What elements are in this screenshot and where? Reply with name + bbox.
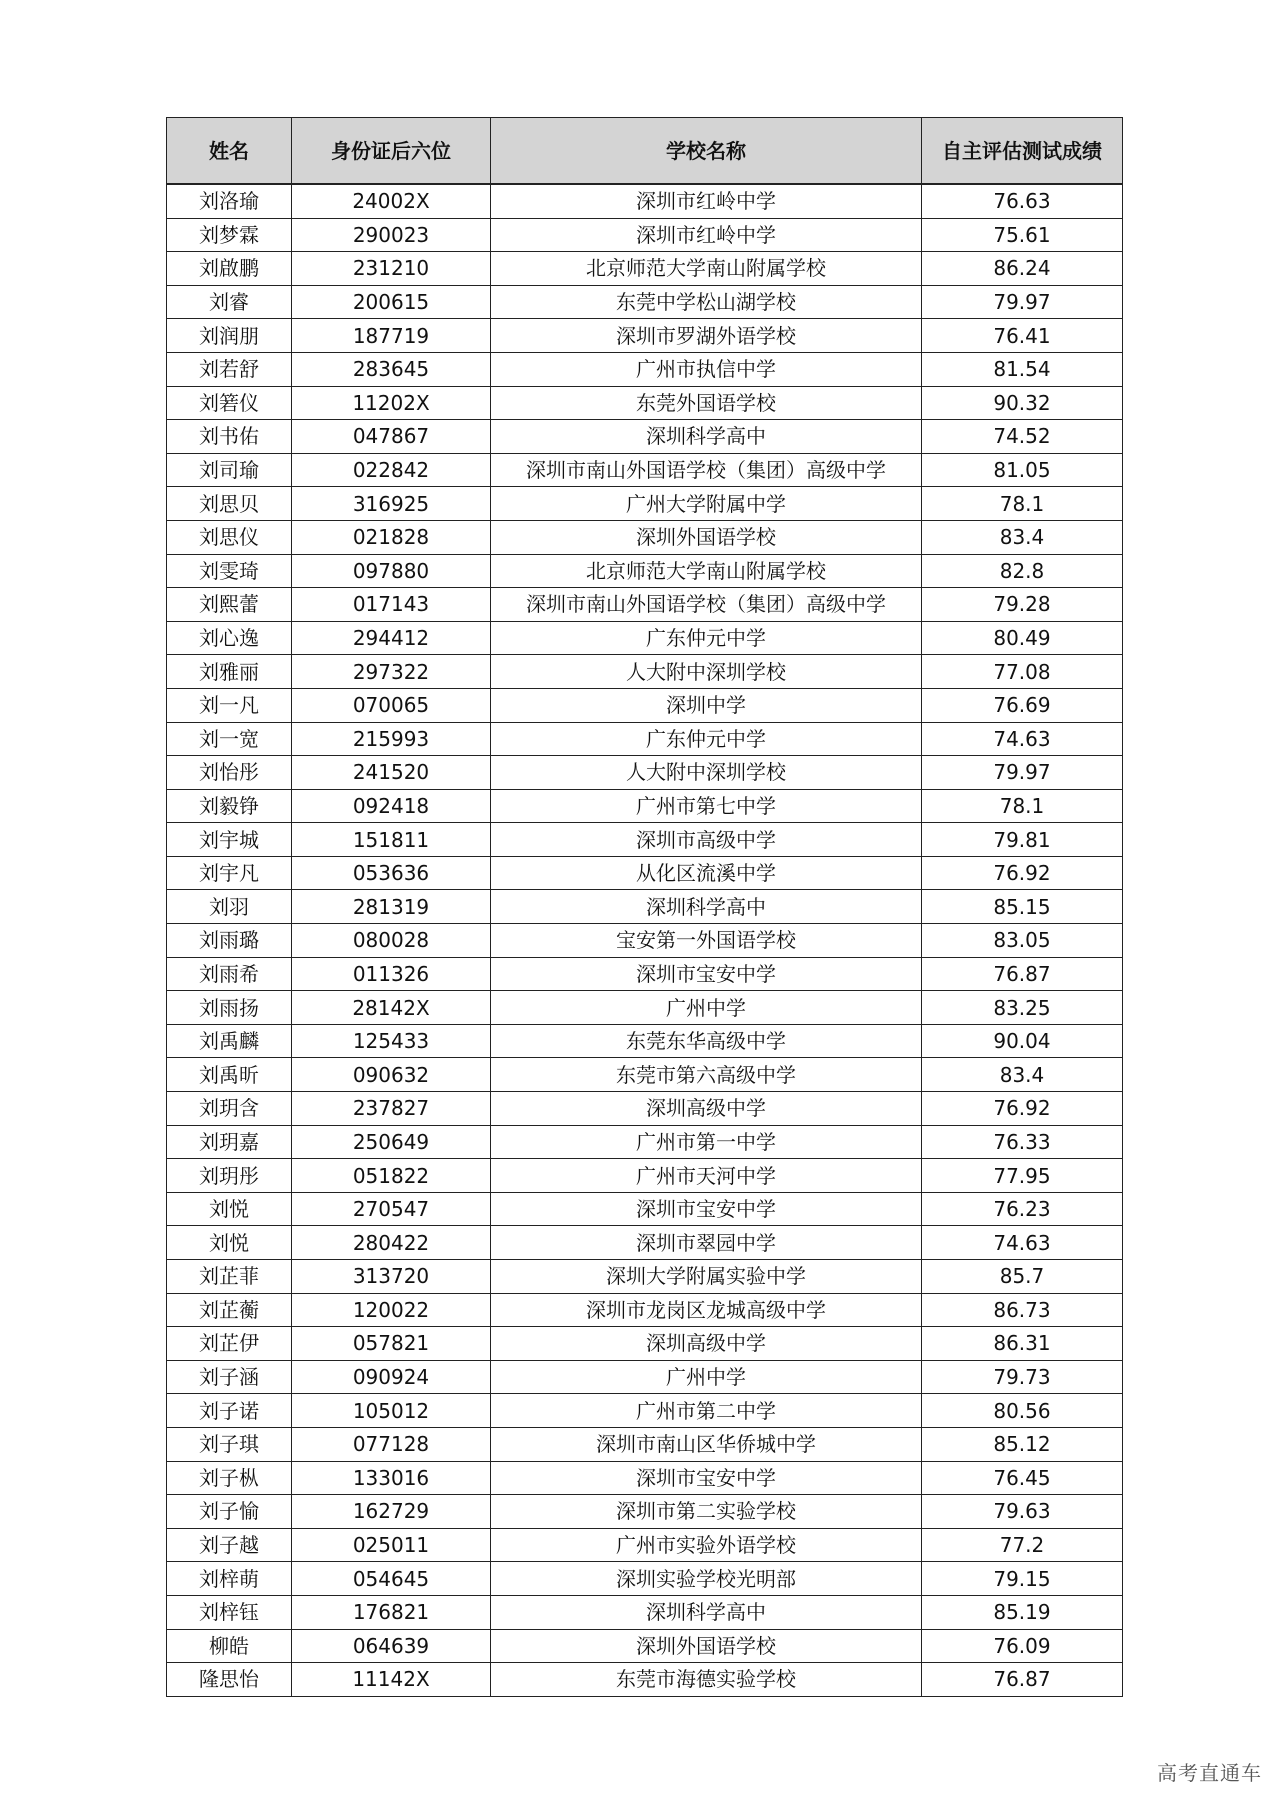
cell-id-last-six: 237827 bbox=[292, 1092, 491, 1126]
cell-id-last-six: 250649 bbox=[292, 1125, 491, 1159]
cell-school-name: 深圳实验学校光明部 bbox=[491, 1562, 922, 1596]
table-row bbox=[167, 1125, 1123, 1159]
table-row bbox=[167, 1260, 1123, 1294]
cell-id-last-six: 187719 bbox=[292, 319, 491, 353]
table-row bbox=[167, 1327, 1123, 1361]
cell-id-last-six: 090924 bbox=[292, 1360, 491, 1394]
cell-school-name: 北京师范大学南山附属学校 bbox=[491, 554, 922, 588]
cell-student-name: 刘雅丽 bbox=[167, 655, 292, 689]
cell-student-name: 刘啟鹏 bbox=[167, 252, 292, 286]
cell-score: 76.92 bbox=[922, 856, 1123, 890]
table-row bbox=[167, 756, 1123, 790]
cell-score: 86.31 bbox=[922, 1327, 1123, 1361]
cell-school-name: 广州市执信中学 bbox=[491, 352, 922, 386]
table-row bbox=[167, 1394, 1123, 1428]
cell-school-name: 广东仲元中学 bbox=[491, 621, 922, 655]
cell-student-name: 柳皓 bbox=[167, 1629, 292, 1663]
cell-id-last-six: 176821 bbox=[292, 1595, 491, 1629]
cell-score: 74.63 bbox=[922, 722, 1123, 756]
table-row bbox=[167, 1024, 1123, 1058]
cell-school-name: 深圳市南山区华侨城中学 bbox=[491, 1427, 922, 1461]
cell-score: 76.87 bbox=[922, 957, 1123, 991]
table-row bbox=[167, 991, 1123, 1025]
cell-id-last-six: 053636 bbox=[292, 856, 491, 890]
cell-id-last-six: 215993 bbox=[292, 722, 491, 756]
cell-id-last-six: 097880 bbox=[292, 554, 491, 588]
cell-school-name: 广州大学附属中学 bbox=[491, 487, 922, 521]
cell-student-name: 刘子涵 bbox=[167, 1360, 292, 1394]
cell-school-name: 深圳高级中学 bbox=[491, 1327, 922, 1361]
cell-score: 76.45 bbox=[922, 1461, 1123, 1495]
cell-student-name: 刘若舒 bbox=[167, 352, 292, 386]
table-row bbox=[167, 1528, 1123, 1562]
cell-school-name: 广州市实验外语学校 bbox=[491, 1528, 922, 1562]
cell-score: 85.12 bbox=[922, 1427, 1123, 1461]
table-row bbox=[167, 520, 1123, 554]
cell-score: 86.73 bbox=[922, 1293, 1123, 1327]
cell-score: 79.97 bbox=[922, 756, 1123, 790]
cell-school-name: 深圳市宝安中学 bbox=[491, 957, 922, 991]
cell-score: 78.1 bbox=[922, 789, 1123, 823]
cell-student-name: 刘雨扬 bbox=[167, 991, 292, 1025]
cell-score: 79.81 bbox=[922, 823, 1123, 857]
cell-student-name: 刘熙蕾 bbox=[167, 588, 292, 622]
cell-student-name: 刘书佑 bbox=[167, 420, 292, 454]
cell-score: 81.05 bbox=[922, 453, 1123, 487]
cell-student-name: 刘玥含 bbox=[167, 1092, 292, 1126]
cell-student-name: 刘毅铮 bbox=[167, 789, 292, 823]
cell-score: 79.28 bbox=[922, 588, 1123, 622]
cell-id-last-six: 057821 bbox=[292, 1327, 491, 1361]
cell-school-name: 深圳市南山外国语学校（集团）高级中学 bbox=[491, 453, 922, 487]
cell-school-name: 深圳市第二实验学校 bbox=[491, 1495, 922, 1529]
table-row bbox=[167, 252, 1123, 286]
cell-id-last-six: 281319 bbox=[292, 890, 491, 924]
cell-school-name: 深圳市红岭中学 bbox=[491, 218, 922, 252]
table-row bbox=[167, 1562, 1123, 1596]
cell-score: 83.4 bbox=[922, 520, 1123, 554]
cell-id-last-six: 297322 bbox=[292, 655, 491, 689]
cell-school-name: 深圳外国语学校 bbox=[491, 1629, 922, 1663]
cell-id-last-six: 316925 bbox=[292, 487, 491, 521]
cell-student-name: 刘芷蘅 bbox=[167, 1293, 292, 1327]
cell-score: 80.56 bbox=[922, 1394, 1123, 1428]
table-row bbox=[167, 420, 1123, 454]
table-row bbox=[167, 823, 1123, 857]
cell-school-name: 深圳大学附属实验中学 bbox=[491, 1260, 922, 1294]
cell-student-name: 刘雨希 bbox=[167, 957, 292, 991]
cell-school-name: 深圳市罗湖外语学校 bbox=[491, 319, 922, 353]
cell-id-last-six: 313720 bbox=[292, 1260, 491, 1294]
cell-id-last-six: 231210 bbox=[292, 252, 491, 286]
table-body bbox=[167, 184, 1123, 1696]
cell-id-last-six: 064639 bbox=[292, 1629, 491, 1663]
cell-id-last-six: 070065 bbox=[292, 688, 491, 722]
cell-school-name: 东莞市第六高级中学 bbox=[491, 1058, 922, 1092]
cell-student-name: 刘梓萌 bbox=[167, 1562, 292, 1596]
cell-student-name: 刘芷菲 bbox=[167, 1260, 292, 1294]
table-row bbox=[167, 789, 1123, 823]
cell-student-name: 刘润朋 bbox=[167, 319, 292, 353]
cell-student-name: 刘梦霖 bbox=[167, 218, 292, 252]
cell-student-name: 刘宇凡 bbox=[167, 856, 292, 890]
cell-school-name: 广州中学 bbox=[491, 991, 922, 1025]
cell-school-name: 深圳科学高中 bbox=[491, 890, 922, 924]
cell-score: 79.97 bbox=[922, 285, 1123, 319]
cell-score: 83.25 bbox=[922, 991, 1123, 1025]
cell-school-name: 深圳市翠园中学 bbox=[491, 1226, 922, 1260]
cell-student-name: 刘子诺 bbox=[167, 1394, 292, 1428]
cell-school-name: 广州市第一中学 bbox=[491, 1125, 922, 1159]
cell-id-last-six: 047867 bbox=[292, 420, 491, 454]
cell-school-name: 东莞市海德实验学校 bbox=[491, 1663, 922, 1697]
cell-id-last-six: 092418 bbox=[292, 789, 491, 823]
cell-student-name: 刘宇城 bbox=[167, 823, 292, 857]
cell-id-last-six: 11202X bbox=[292, 386, 491, 420]
cell-student-name: 刘子愉 bbox=[167, 1495, 292, 1529]
cell-score: 76.09 bbox=[922, 1629, 1123, 1663]
cell-student-name: 隆思怡 bbox=[167, 1663, 292, 1697]
table-row bbox=[167, 184, 1123, 218]
cell-school-name: 深圳科学高中 bbox=[491, 1595, 922, 1629]
cell-id-last-six: 051822 bbox=[292, 1159, 491, 1193]
cell-student-name: 刘怡彤 bbox=[167, 756, 292, 790]
cell-school-name: 广州市第七中学 bbox=[491, 789, 922, 823]
table-row bbox=[167, 319, 1123, 353]
cell-school-name: 东莞中学松山湖学校 bbox=[491, 285, 922, 319]
cell-student-name: 刘雨璐 bbox=[167, 924, 292, 958]
table-row bbox=[167, 1629, 1123, 1663]
header-id-last-six: 身份证后六位 bbox=[292, 118, 491, 185]
cell-student-name: 刘一凡 bbox=[167, 688, 292, 722]
cell-score: 76.23 bbox=[922, 1192, 1123, 1226]
table-row bbox=[167, 1461, 1123, 1495]
cell-id-last-six: 105012 bbox=[292, 1394, 491, 1428]
cell-score: 77.95 bbox=[922, 1159, 1123, 1193]
cell-score: 85.15 bbox=[922, 890, 1123, 924]
cell-score: 86.24 bbox=[922, 252, 1123, 286]
cell-school-name: 人大附中深圳学校 bbox=[491, 655, 922, 689]
cell-score: 90.32 bbox=[922, 386, 1123, 420]
cell-student-name: 刘玥嘉 bbox=[167, 1125, 292, 1159]
cell-student-name: 刘悦 bbox=[167, 1192, 292, 1226]
cell-school-name: 东莞外国语学校 bbox=[491, 386, 922, 420]
cell-id-last-six: 280422 bbox=[292, 1226, 491, 1260]
header-row bbox=[167, 118, 1123, 185]
cell-id-last-six: 077128 bbox=[292, 1427, 491, 1461]
cell-id-last-six: 054645 bbox=[292, 1562, 491, 1596]
table-row bbox=[167, 554, 1123, 588]
table-row bbox=[167, 688, 1123, 722]
cell-student-name: 刘羽 bbox=[167, 890, 292, 924]
table-row bbox=[167, 856, 1123, 890]
cell-school-name: 宝安第一外国语学校 bbox=[491, 924, 922, 958]
cell-id-last-six: 021828 bbox=[292, 520, 491, 554]
table-row bbox=[167, 655, 1123, 689]
cell-school-name: 广州市第二中学 bbox=[491, 1394, 922, 1428]
cell-id-last-six: 241520 bbox=[292, 756, 491, 790]
cell-school-name: 深圳市龙岗区龙城高级中学 bbox=[491, 1293, 922, 1327]
cell-score: 83.05 bbox=[922, 924, 1123, 958]
cell-id-last-six: 125433 bbox=[292, 1024, 491, 1058]
cell-student-name: 刘箬仪 bbox=[167, 386, 292, 420]
table-row bbox=[167, 1293, 1123, 1327]
cell-student-name: 刘思贝 bbox=[167, 487, 292, 521]
cell-student-name: 刘子枞 bbox=[167, 1461, 292, 1495]
cell-score: 90.04 bbox=[922, 1024, 1123, 1058]
cell-id-last-six: 283645 bbox=[292, 352, 491, 386]
cell-id-last-six: 022842 bbox=[292, 453, 491, 487]
cell-school-name: 人大附中深圳学校 bbox=[491, 756, 922, 790]
cell-student-name: 刘思仪 bbox=[167, 520, 292, 554]
cell-school-name: 深圳市南山外国语学校（集团）高级中学 bbox=[491, 588, 922, 622]
header-name: 姓名 bbox=[167, 118, 292, 185]
header-test-score: 自主评估测试成绩 bbox=[922, 118, 1123, 185]
cell-school-name: 广东仲元中学 bbox=[491, 722, 922, 756]
table-row bbox=[167, 1226, 1123, 1260]
cell-score: 82.8 bbox=[922, 554, 1123, 588]
table-row bbox=[167, 1360, 1123, 1394]
table-row bbox=[167, 218, 1123, 252]
watermark: 高考直通车 bbox=[1157, 1761, 1262, 1785]
cell-score: 76.63 bbox=[922, 184, 1123, 218]
cell-school-name: 广州市天河中学 bbox=[491, 1159, 922, 1193]
cell-score: 80.49 bbox=[922, 621, 1123, 655]
cell-student-name: 刘洛瑜 bbox=[167, 184, 292, 218]
table-row bbox=[167, 1159, 1123, 1193]
cell-id-last-six: 090632 bbox=[292, 1058, 491, 1092]
cell-score: 85.19 bbox=[922, 1595, 1123, 1629]
cell-score: 77.2 bbox=[922, 1528, 1123, 1562]
cell-score: 76.69 bbox=[922, 688, 1123, 722]
table-row bbox=[167, 1595, 1123, 1629]
table-row bbox=[167, 1663, 1123, 1697]
cell-student-name: 刘睿 bbox=[167, 285, 292, 319]
table-row bbox=[167, 487, 1123, 521]
table-row bbox=[167, 890, 1123, 924]
table-row bbox=[167, 1192, 1123, 1226]
table-row bbox=[167, 621, 1123, 655]
cell-score: 76.92 bbox=[922, 1092, 1123, 1126]
cell-id-last-six: 11142X bbox=[292, 1663, 491, 1697]
header-school-name: 学校名称 bbox=[491, 118, 922, 185]
cell-student-name: 刘一宽 bbox=[167, 722, 292, 756]
cell-school-name: 深圳市高级中学 bbox=[491, 823, 922, 857]
score-table bbox=[166, 117, 1123, 1697]
cell-school-name: 深圳中学 bbox=[491, 688, 922, 722]
cell-score: 77.08 bbox=[922, 655, 1123, 689]
cell-school-name: 从化区流溪中学 bbox=[491, 856, 922, 890]
cell-score: 76.33 bbox=[922, 1125, 1123, 1159]
table-row bbox=[167, 588, 1123, 622]
cell-student-name: 刘心逸 bbox=[167, 621, 292, 655]
cell-id-last-six: 080028 bbox=[292, 924, 491, 958]
cell-student-name: 刘司瑜 bbox=[167, 453, 292, 487]
cell-score: 79.73 bbox=[922, 1360, 1123, 1394]
cell-student-name: 刘子越 bbox=[167, 1528, 292, 1562]
cell-id-last-six: 290023 bbox=[292, 218, 491, 252]
table-row bbox=[167, 924, 1123, 958]
cell-id-last-six: 200615 bbox=[292, 285, 491, 319]
cell-id-last-six: 24002X bbox=[292, 184, 491, 218]
table-row bbox=[167, 1058, 1123, 1092]
cell-score: 76.41 bbox=[922, 319, 1123, 353]
cell-id-last-six: 011326 bbox=[292, 957, 491, 991]
table-row bbox=[167, 386, 1123, 420]
cell-school-name: 深圳外国语学校 bbox=[491, 520, 922, 554]
cell-student-name: 刘悦 bbox=[167, 1226, 292, 1260]
cell-score: 76.87 bbox=[922, 1663, 1123, 1697]
cell-student-name: 刘雯琦 bbox=[167, 554, 292, 588]
cell-student-name: 刘禹昕 bbox=[167, 1058, 292, 1092]
table-row bbox=[167, 1495, 1123, 1529]
cell-id-last-six: 120022 bbox=[292, 1293, 491, 1327]
cell-score: 78.1 bbox=[922, 487, 1123, 521]
table-row bbox=[167, 453, 1123, 487]
cell-school-name: 广州中学 bbox=[491, 1360, 922, 1394]
cell-school-name: 北京师范大学南山附属学校 bbox=[491, 252, 922, 286]
table-row bbox=[167, 285, 1123, 319]
cell-school-name: 深圳市宝安中学 bbox=[491, 1461, 922, 1495]
cell-school-name: 深圳市宝安中学 bbox=[491, 1192, 922, 1226]
cell-student-name: 刘玥彤 bbox=[167, 1159, 292, 1193]
cell-id-last-six: 270547 bbox=[292, 1192, 491, 1226]
cell-score: 74.52 bbox=[922, 420, 1123, 454]
table-row bbox=[167, 1427, 1123, 1461]
cell-student-name: 刘梓钰 bbox=[167, 1595, 292, 1629]
cell-score: 74.63 bbox=[922, 1226, 1123, 1260]
cell-id-last-six: 017143 bbox=[292, 588, 491, 622]
table-row bbox=[167, 722, 1123, 756]
cell-school-name: 深圳科学高中 bbox=[491, 420, 922, 454]
cell-score: 83.4 bbox=[922, 1058, 1123, 1092]
cell-student-name: 刘芷伊 bbox=[167, 1327, 292, 1361]
cell-score: 79.63 bbox=[922, 1495, 1123, 1529]
cell-score: 85.7 bbox=[922, 1260, 1123, 1294]
cell-score: 81.54 bbox=[922, 352, 1123, 386]
cell-id-last-six: 133016 bbox=[292, 1461, 491, 1495]
cell-score: 79.15 bbox=[922, 1562, 1123, 1596]
table-row bbox=[167, 352, 1123, 386]
table-row bbox=[167, 957, 1123, 991]
table-row bbox=[167, 1092, 1123, 1126]
table-header bbox=[167, 118, 1123, 185]
cell-id-last-six: 294412 bbox=[292, 621, 491, 655]
cell-id-last-six: 162729 bbox=[292, 1495, 491, 1529]
cell-student-name: 刘禹麟 bbox=[167, 1024, 292, 1058]
cell-school-name: 东莞东华高级中学 bbox=[491, 1024, 922, 1058]
cell-student-name: 刘子琪 bbox=[167, 1427, 292, 1461]
cell-score: 75.61 bbox=[922, 218, 1123, 252]
cell-id-last-six: 28142X bbox=[292, 991, 491, 1025]
cell-id-last-six: 025011 bbox=[292, 1528, 491, 1562]
cell-id-last-six: 151811 bbox=[292, 823, 491, 857]
cell-school-name: 深圳高级中学 bbox=[491, 1092, 922, 1126]
cell-school-name: 深圳市红岭中学 bbox=[491, 184, 922, 218]
